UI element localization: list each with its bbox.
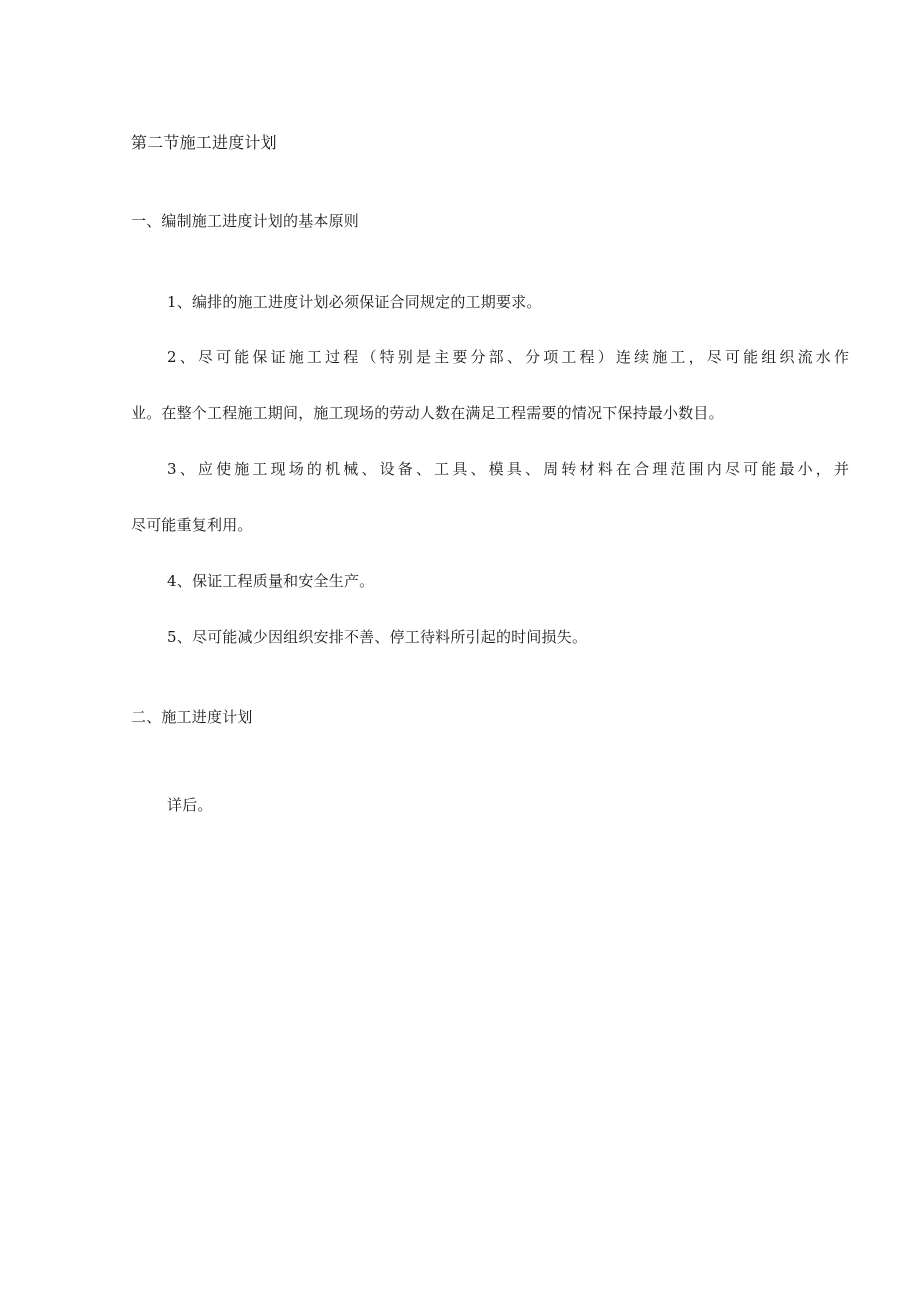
heading-construction-schedule: 二、施工进度计划 xyxy=(131,708,253,726)
principle-3-line-1: 3、应使施工现场的机械、设备、工具、模具、周转材料在合理范围内尽可能最小，并 xyxy=(167,460,849,478)
schedule-detail-note: 详后。 xyxy=(167,796,213,814)
principle-3-line-2: 尽可能重复利用。 xyxy=(131,516,253,534)
principle-2-line-1: 2、尽可能保证施工过程（特别是主要分部、分项工程）连续施工，尽可能组织流水作 xyxy=(167,348,849,366)
principle-4: 4、保证工程质量和安全生产。 xyxy=(167,572,375,590)
principle-1: 1、编排的施工进度计划必须保证合同规定的工期要求。 xyxy=(167,293,542,311)
section-title: 第二节施工进度计划 xyxy=(131,133,277,152)
principle-2-line-2: 业。在整个工程施工期间，施工现场的劳动人数在满足工程需要的情况下保持最小数目。 xyxy=(131,404,724,422)
heading-basic-principles: 一、编制施工进度计划的基本原则 xyxy=(131,212,360,230)
principle-5: 5、尽可能减少因组织安排不善、停工待料所引起的时间损失。 xyxy=(167,628,588,646)
